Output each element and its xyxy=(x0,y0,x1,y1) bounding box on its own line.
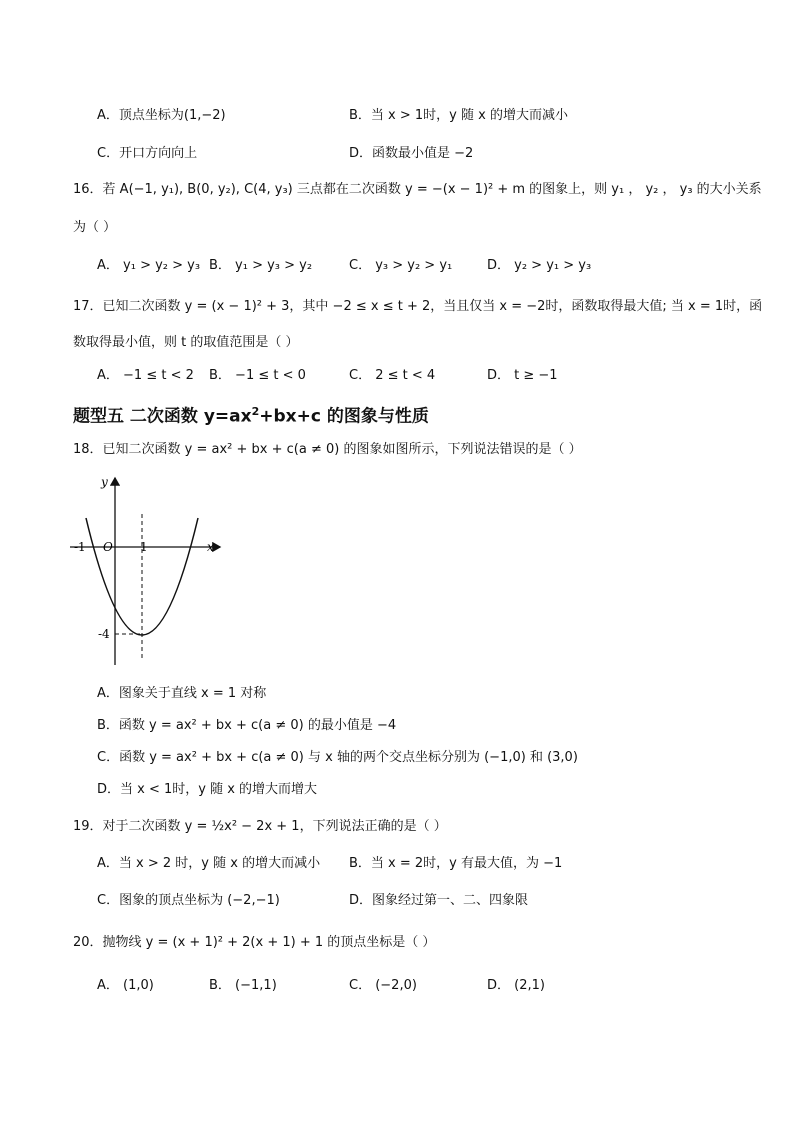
q17-option-a: A． −1 ≤ t < 2 xyxy=(97,368,194,383)
q16-option-a: A． y₁ > y₂ > y₃ xyxy=(97,258,201,273)
label-y: y xyxy=(101,475,108,489)
q15-option-d: D．函数最小值是 −2 xyxy=(349,146,474,161)
q17-option-d: D． t ≥ −1 xyxy=(487,368,558,383)
q17-option-b: B． −1 ≤ t < 0 xyxy=(209,368,306,383)
q16-option-d: D． y₂ > y₁ > y₃ xyxy=(487,258,592,273)
q18-option-d: D．当 x < 1时，y 随 x 的增大而增大 xyxy=(97,782,318,797)
q19-option-a: A．当 x > 2 时，y 随 x 的增大而减小 xyxy=(97,856,321,871)
q20-stem: 20．抛物线 y = (x + 1)² + 2(x + 1) + 1 的顶点坐标是（ ） xyxy=(73,935,436,950)
label-1: 1 xyxy=(140,540,148,554)
label-origin: O xyxy=(103,540,113,554)
q16-stem-line1: 16．若 A(−1, y₁), B(0, y₂), C(4, y₃) 三点都在二次函数 y = −(x − 1)² + m 的图象上，则 y₁ ， y₂ ， y₃ 的大小关系 xyxy=(73,182,762,197)
q18-option-c: C．函数 y = ax² + bx + c(a ≠ 0) 与 x 轴的两个交点坐标分别为 (−1,0) 和 (3,0) xyxy=(97,750,578,765)
q15-option-b: B．当 x > 1时，y 随 x 的增大而减小 xyxy=(349,108,568,123)
q15-option-c: C．开口方向向上 xyxy=(97,146,198,161)
q16-option-c: C． y₃ > y₂ > y₁ xyxy=(349,258,453,273)
q19-stem: 19．对于二次函数 y = ½x² − 2x + 1，下列说法正确的是（ ） xyxy=(73,819,447,834)
q20-option-c: C． (−2,0) xyxy=(349,978,417,993)
label-x: x xyxy=(207,540,214,554)
q20-option-a: A． (1,0) xyxy=(97,978,154,993)
section-heading-pre: 题型五 二次函数 y=ax xyxy=(73,406,252,427)
q18-parabola-graph xyxy=(70,470,230,675)
label-neg4: -4 xyxy=(98,627,110,641)
q18-option-b: B．函数 y = ax² + bx + c(a ≠ 0) 的最小值是 −4 xyxy=(97,718,397,733)
q17-stem-line1: 17．已知二次函数 y = (x − 1)² + 3，其中 −2 ≤ x ≤ t + 2，当且仅当 x = −2时，函数取得最大值; 当 x = 1时，函 xyxy=(73,299,763,314)
label-neg1: -1 xyxy=(74,540,86,554)
q19-option-c: C．图象的顶点坐标为 (−2,−1) xyxy=(97,893,280,908)
q19-option-b: B．当 x = 2时，y 有最大值，为 −1 xyxy=(349,856,563,871)
section-heading-sup: 2 xyxy=(251,405,260,418)
q15-option-a: A．顶点坐标为(1,−2) xyxy=(97,108,226,123)
q16-option-b: B． y₁ > y₃ > y₂ xyxy=(209,258,313,273)
q17-option-c: C． 2 ≤ t < 4 xyxy=(349,368,436,383)
q17-stem-line2: 数取得最小值，则 t 的取值范围是（ ） xyxy=(73,335,299,350)
section-heading xyxy=(73,401,429,428)
q19-option-d: D．图象经过第一、二、四象限 xyxy=(349,893,529,908)
q20-option-d: D． (2,1) xyxy=(487,978,545,993)
section-heading-post: +bx+c 的图象与性质 xyxy=(259,406,429,427)
q18-stem: 18．已知二次函数 y = ax² + bx + c(a ≠ 0) 的图象如图所示，下列说法错误的是（ ） xyxy=(73,442,582,457)
q20-option-b: B． (−1,1) xyxy=(209,978,277,993)
q16-stem-line2: 为（ ） xyxy=(73,220,117,235)
q18-option-a: A．图象关于直线 x = 1 对称 xyxy=(97,686,267,701)
